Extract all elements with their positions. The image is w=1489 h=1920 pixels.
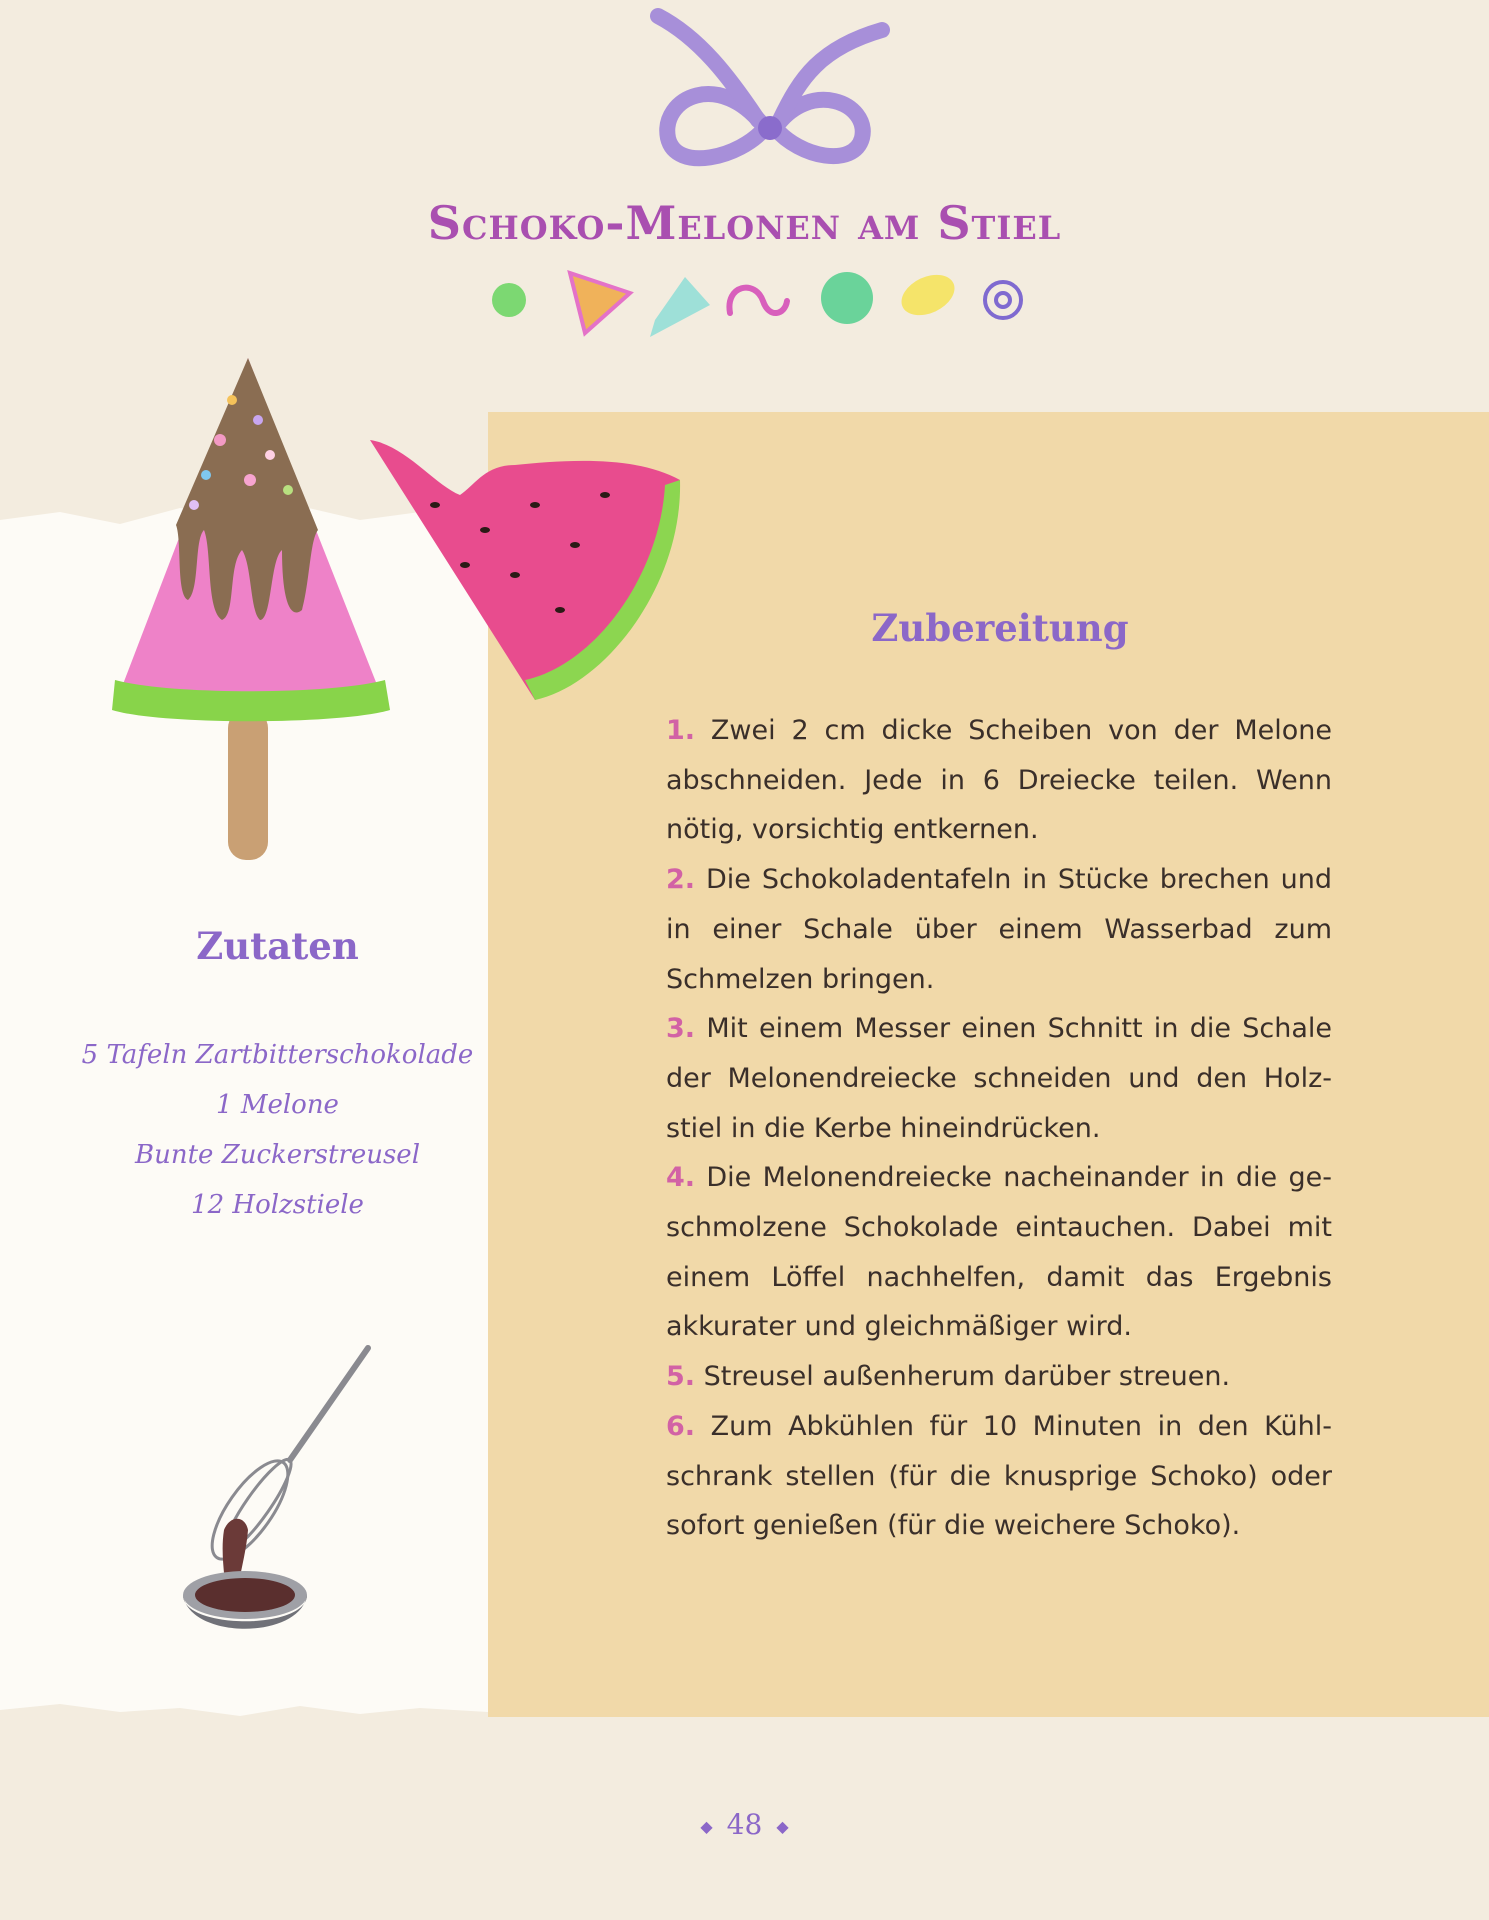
preparation-heading: Zubereitung bbox=[871, 606, 1129, 650]
sprinkle-shapes-icon bbox=[485, 265, 1025, 340]
step-item bbox=[666, 1004, 1332, 1153]
ingredient-item: 5 Tafeln Zartbitterschokolade bbox=[81, 1040, 474, 1070]
step-text: Mit einem Messer einen Schnitt in die Schale der Melonendreiecke schneiden und den Holz-stiel in die Kerbe hineindrücken. bbox=[666, 1013, 1332, 1144]
step-number: 1. bbox=[666, 715, 696, 746]
step-text: Streusel außenherum darüber streuen. bbox=[703, 1361, 1231, 1393]
whisk-bowl-icon bbox=[180, 1340, 380, 1640]
ingredient-item: 12 Holzstiele bbox=[191, 1190, 364, 1220]
watermelon-popsicle-icon bbox=[110, 350, 400, 870]
ingredients-heading: Zutaten bbox=[196, 924, 359, 968]
step-text: Die Melonendreiecke nacheinander in die ge-schmolzene Schokolade eintauchen. Dabei mit einem Löffel nachhelfen, damit das Ergebnis akkurater und gleichmäßiger wird. bbox=[666, 1162, 1332, 1343]
diamond-icon: ◆ bbox=[776, 1817, 789, 1836]
ingredient-item: 1 Melone bbox=[216, 1090, 339, 1120]
page-number bbox=[0, 1808, 1489, 1841]
step-item bbox=[666, 1402, 1332, 1551]
step-item bbox=[666, 1153, 1332, 1352]
step-text: Zwei 2 cm dicke Scheiben von der Melone abschneiden. Jede in 6 Dreiecke teilen. Wenn nötig, vorsichtig entkernen. bbox=[666, 715, 1332, 846]
ribbon-bow-icon bbox=[640, 8, 880, 178]
ingredients-list bbox=[40, 1030, 515, 1230]
step-text: Zum Abkühlen für 10 Minuten in den Kühl-schrank stellen (für die knusprige Schoko) oder sofort genießen (für die weichere Schoko). bbox=[666, 1410, 1332, 1542]
step-text: Die Schokoladentafeln in Stücke brechen und in einer Schale über einem Wasserbad zum Schmelzen bringen. bbox=[666, 864, 1332, 995]
step-item bbox=[666, 1352, 1332, 1402]
step-number: 6. bbox=[666, 1410, 696, 1442]
preparation-steps bbox=[666, 706, 1332, 1551]
step-number: 5. bbox=[666, 1361, 696, 1393]
watermelon-slice-icon bbox=[365, 435, 685, 705]
diamond-icon: ◆ bbox=[700, 1817, 713, 1836]
page-title: Schoko-Melonen am Stiel bbox=[427, 196, 1062, 250]
ingredient-item: Bunte Zuckerstreusel bbox=[134, 1140, 421, 1170]
page-number-value: 48 bbox=[726, 1808, 763, 1841]
step-item bbox=[666, 706, 1332, 855]
step-number: 2. bbox=[666, 864, 696, 896]
step-item bbox=[666, 855, 1332, 1004]
step-number: 4. bbox=[666, 1162, 696, 1194]
step-number: 3. bbox=[666, 1013, 696, 1045]
